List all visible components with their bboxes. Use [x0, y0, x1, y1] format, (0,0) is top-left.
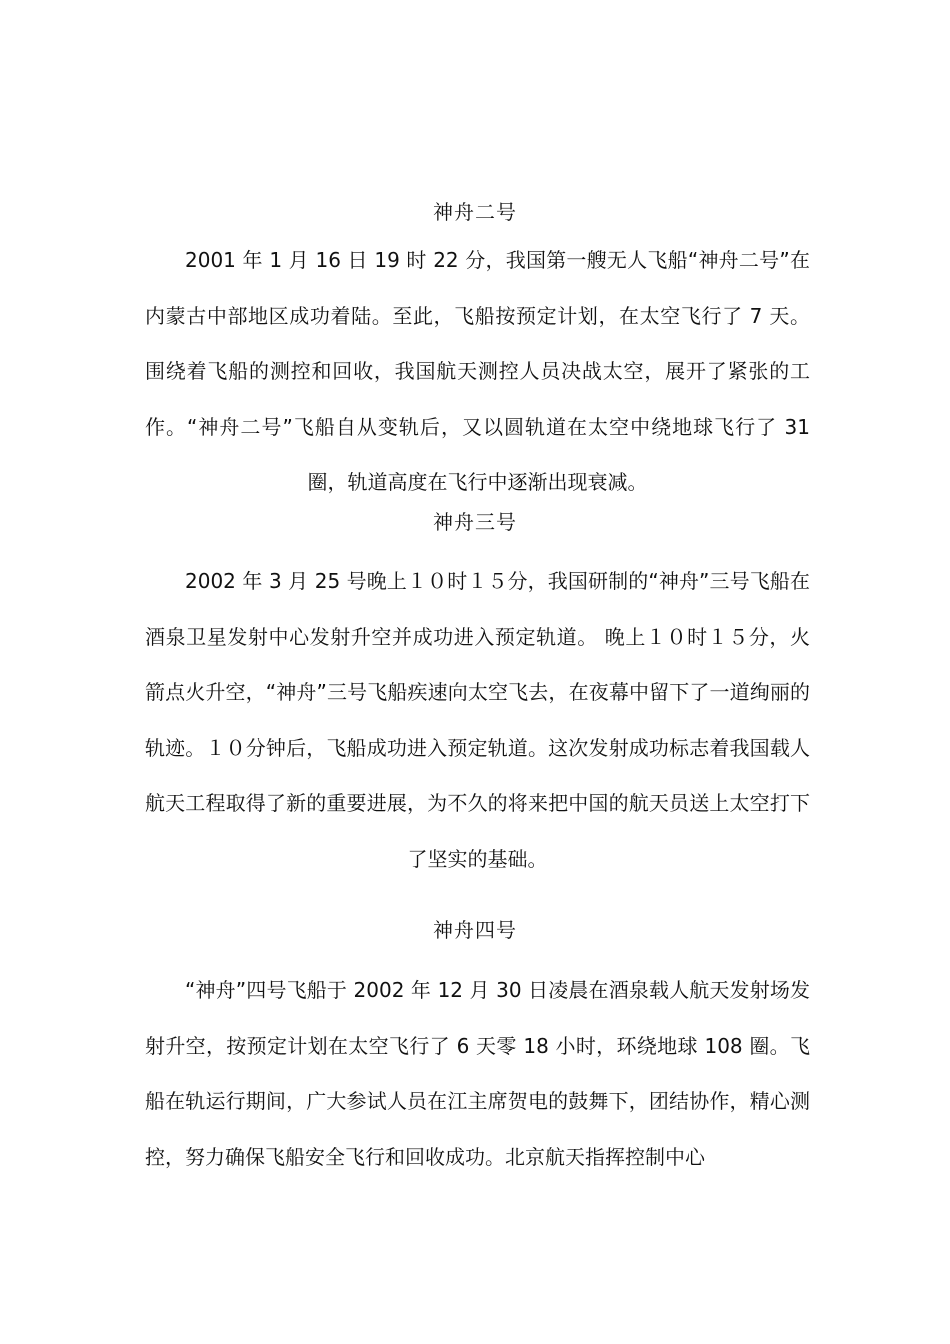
section-body-shenzhou-4: “神舟”四号飞船于 2002 年 12 月 30 日凌晨在酒泉载人航天发射场发射升空，按预定计划在太空飞行了 6 天零 18 小时，环绕地球 108 圈。飞船在轨运行期间，广大参试人员在江主席贺电的鼓舞下，团结协作，精心测控，努力确保飞船安全飞行和回收成功。北京航天指挥控制中心 — [145, 978, 810, 1169]
section-title-shenzhou-3: 神舟三号 — [433, 510, 517, 534]
section-body-shenzhou-3: 2002 年 3 月 25 号晚上１０时１５分，我国研制的“神舟”三号飞船在酒泉卫星发射中心发射升空并成功进入预定轨道。 晚上１０时１５分，火箭点火升空，“神舟”三号飞船疾速向太空飞去，在夜幕中留下了一道绚丽的轨迹。１０分钟后，飞船成功进入预定轨道。这次发射成功标志着我国载人航天工程取得了新的重要进展，为不久的将来把中国的航天员送上太空打下了坚实的基础。 — [145, 569, 810, 871]
section-title-shenzhou-2: 神舟二号 — [433, 200, 517, 224]
section-body-shenzhou-2: 2001 年 1 月 16 日 19 时 22 分，我国第一艘无人飞船“神舟二号”在内蒙古中部地区成功着陆。至此，飞船按预定计划，在太空飞行了 7 天。围绕着飞船的测控和回收，我国航天测控人员决战太空，展开了紧张的工作。“神舟二号”飞船自从变轨后，又以圆轨道在太空中绕地球飞行了 31 圈，轨道高度在飞行中逐渐出现衰减。 — [145, 248, 810, 494]
section-title-shenzhou-4: 神舟四号 — [433, 918, 517, 942]
